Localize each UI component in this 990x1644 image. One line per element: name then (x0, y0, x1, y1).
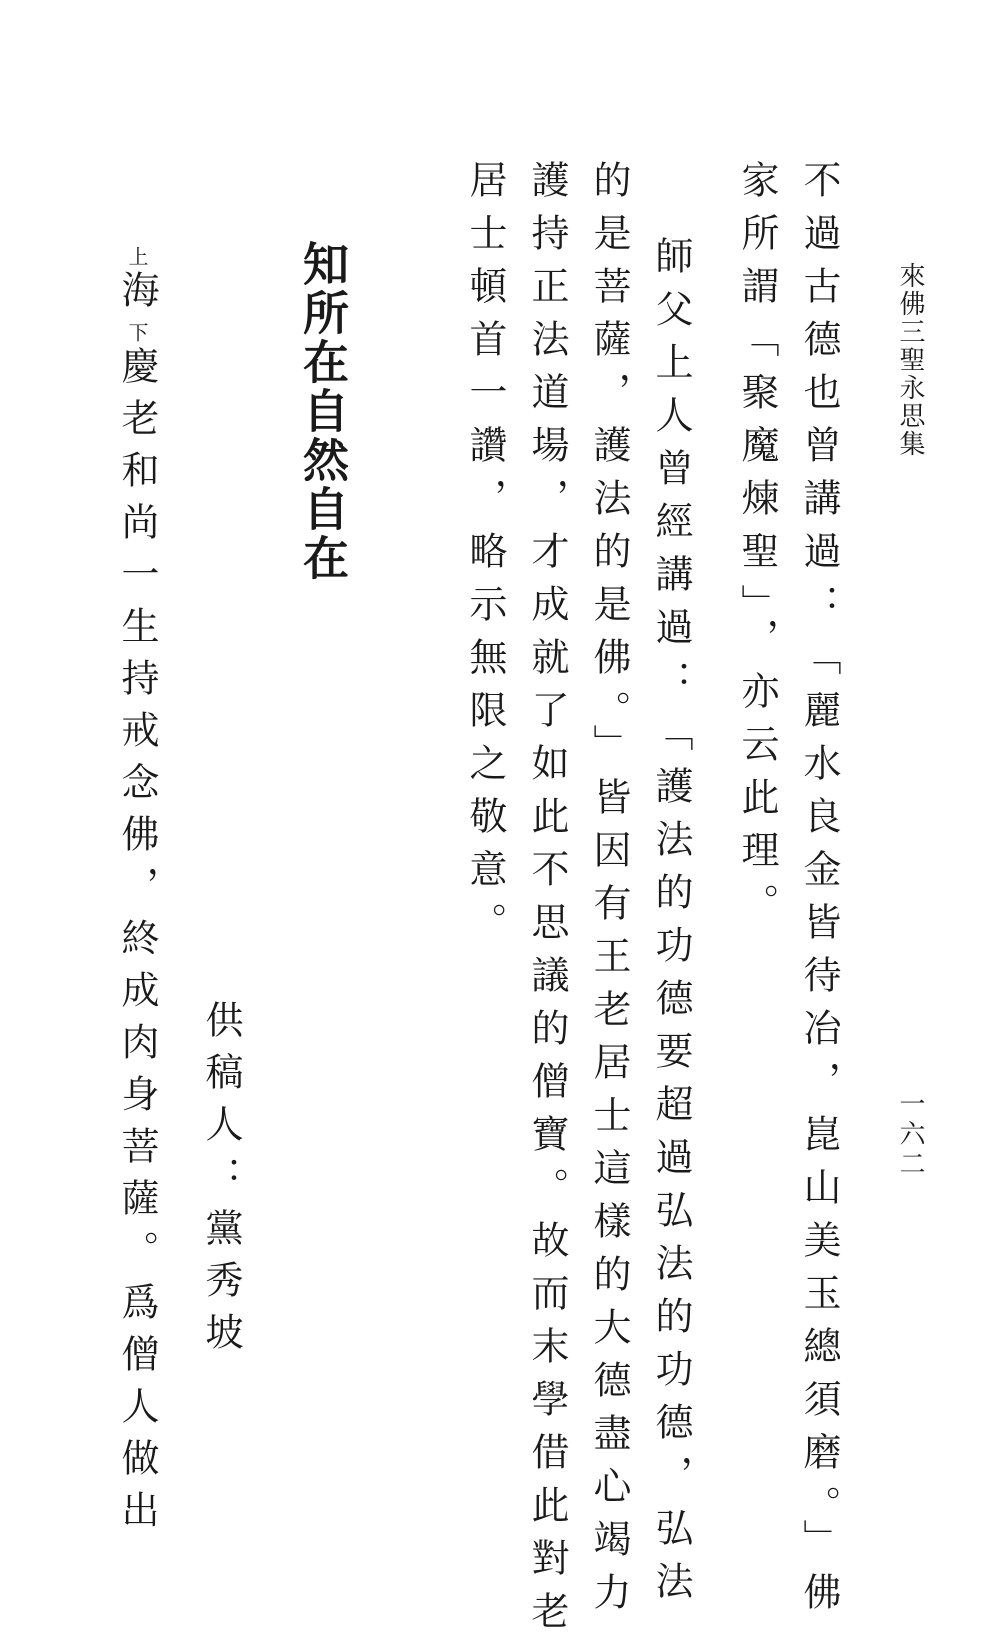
article-first-column-text: 慶老和尚一生持戒念佛，終成肉身菩薩。爲僧人做出 (115, 346, 159, 1542)
running-title: 來佛三聖永思集 (895, 262, 925, 458)
body-column-4: 的是菩薩，護法的是佛。」皆因有王老居士這樣的大德盡心竭力 (587, 160, 631, 1625)
body-column-3: 師父上人曾經講過：「護法的功德要超過弘法的功德，弘法 (649, 236, 693, 1614)
body-column-5: 護持正法道場，才成就了如此不思議的僧寶。故而末學借此對老 (525, 160, 569, 1644)
page-number: 一六二 (895, 1090, 925, 1180)
name-char: 海 (115, 270, 159, 322)
body-column-6: 居士頓首一讚，略示無限之敬意。 (463, 160, 507, 955)
contributor-line: 供稿人：黨秀坡 (199, 1000, 243, 1364)
article-title: 知所在自然自在 (296, 240, 350, 583)
body-column-1: 不過古德也曾講過：「麗水良金皆待冶，崑山美玉總須磨。」佛 (797, 160, 841, 1625)
honorific-small-mid: 下 (125, 322, 149, 346)
honorific-small-top: 上 (125, 246, 149, 270)
article-first-column (115, 246, 159, 1542)
body-column-2: 家所謂「聚魔煉聖」，亦云此理。 (735, 160, 779, 936)
